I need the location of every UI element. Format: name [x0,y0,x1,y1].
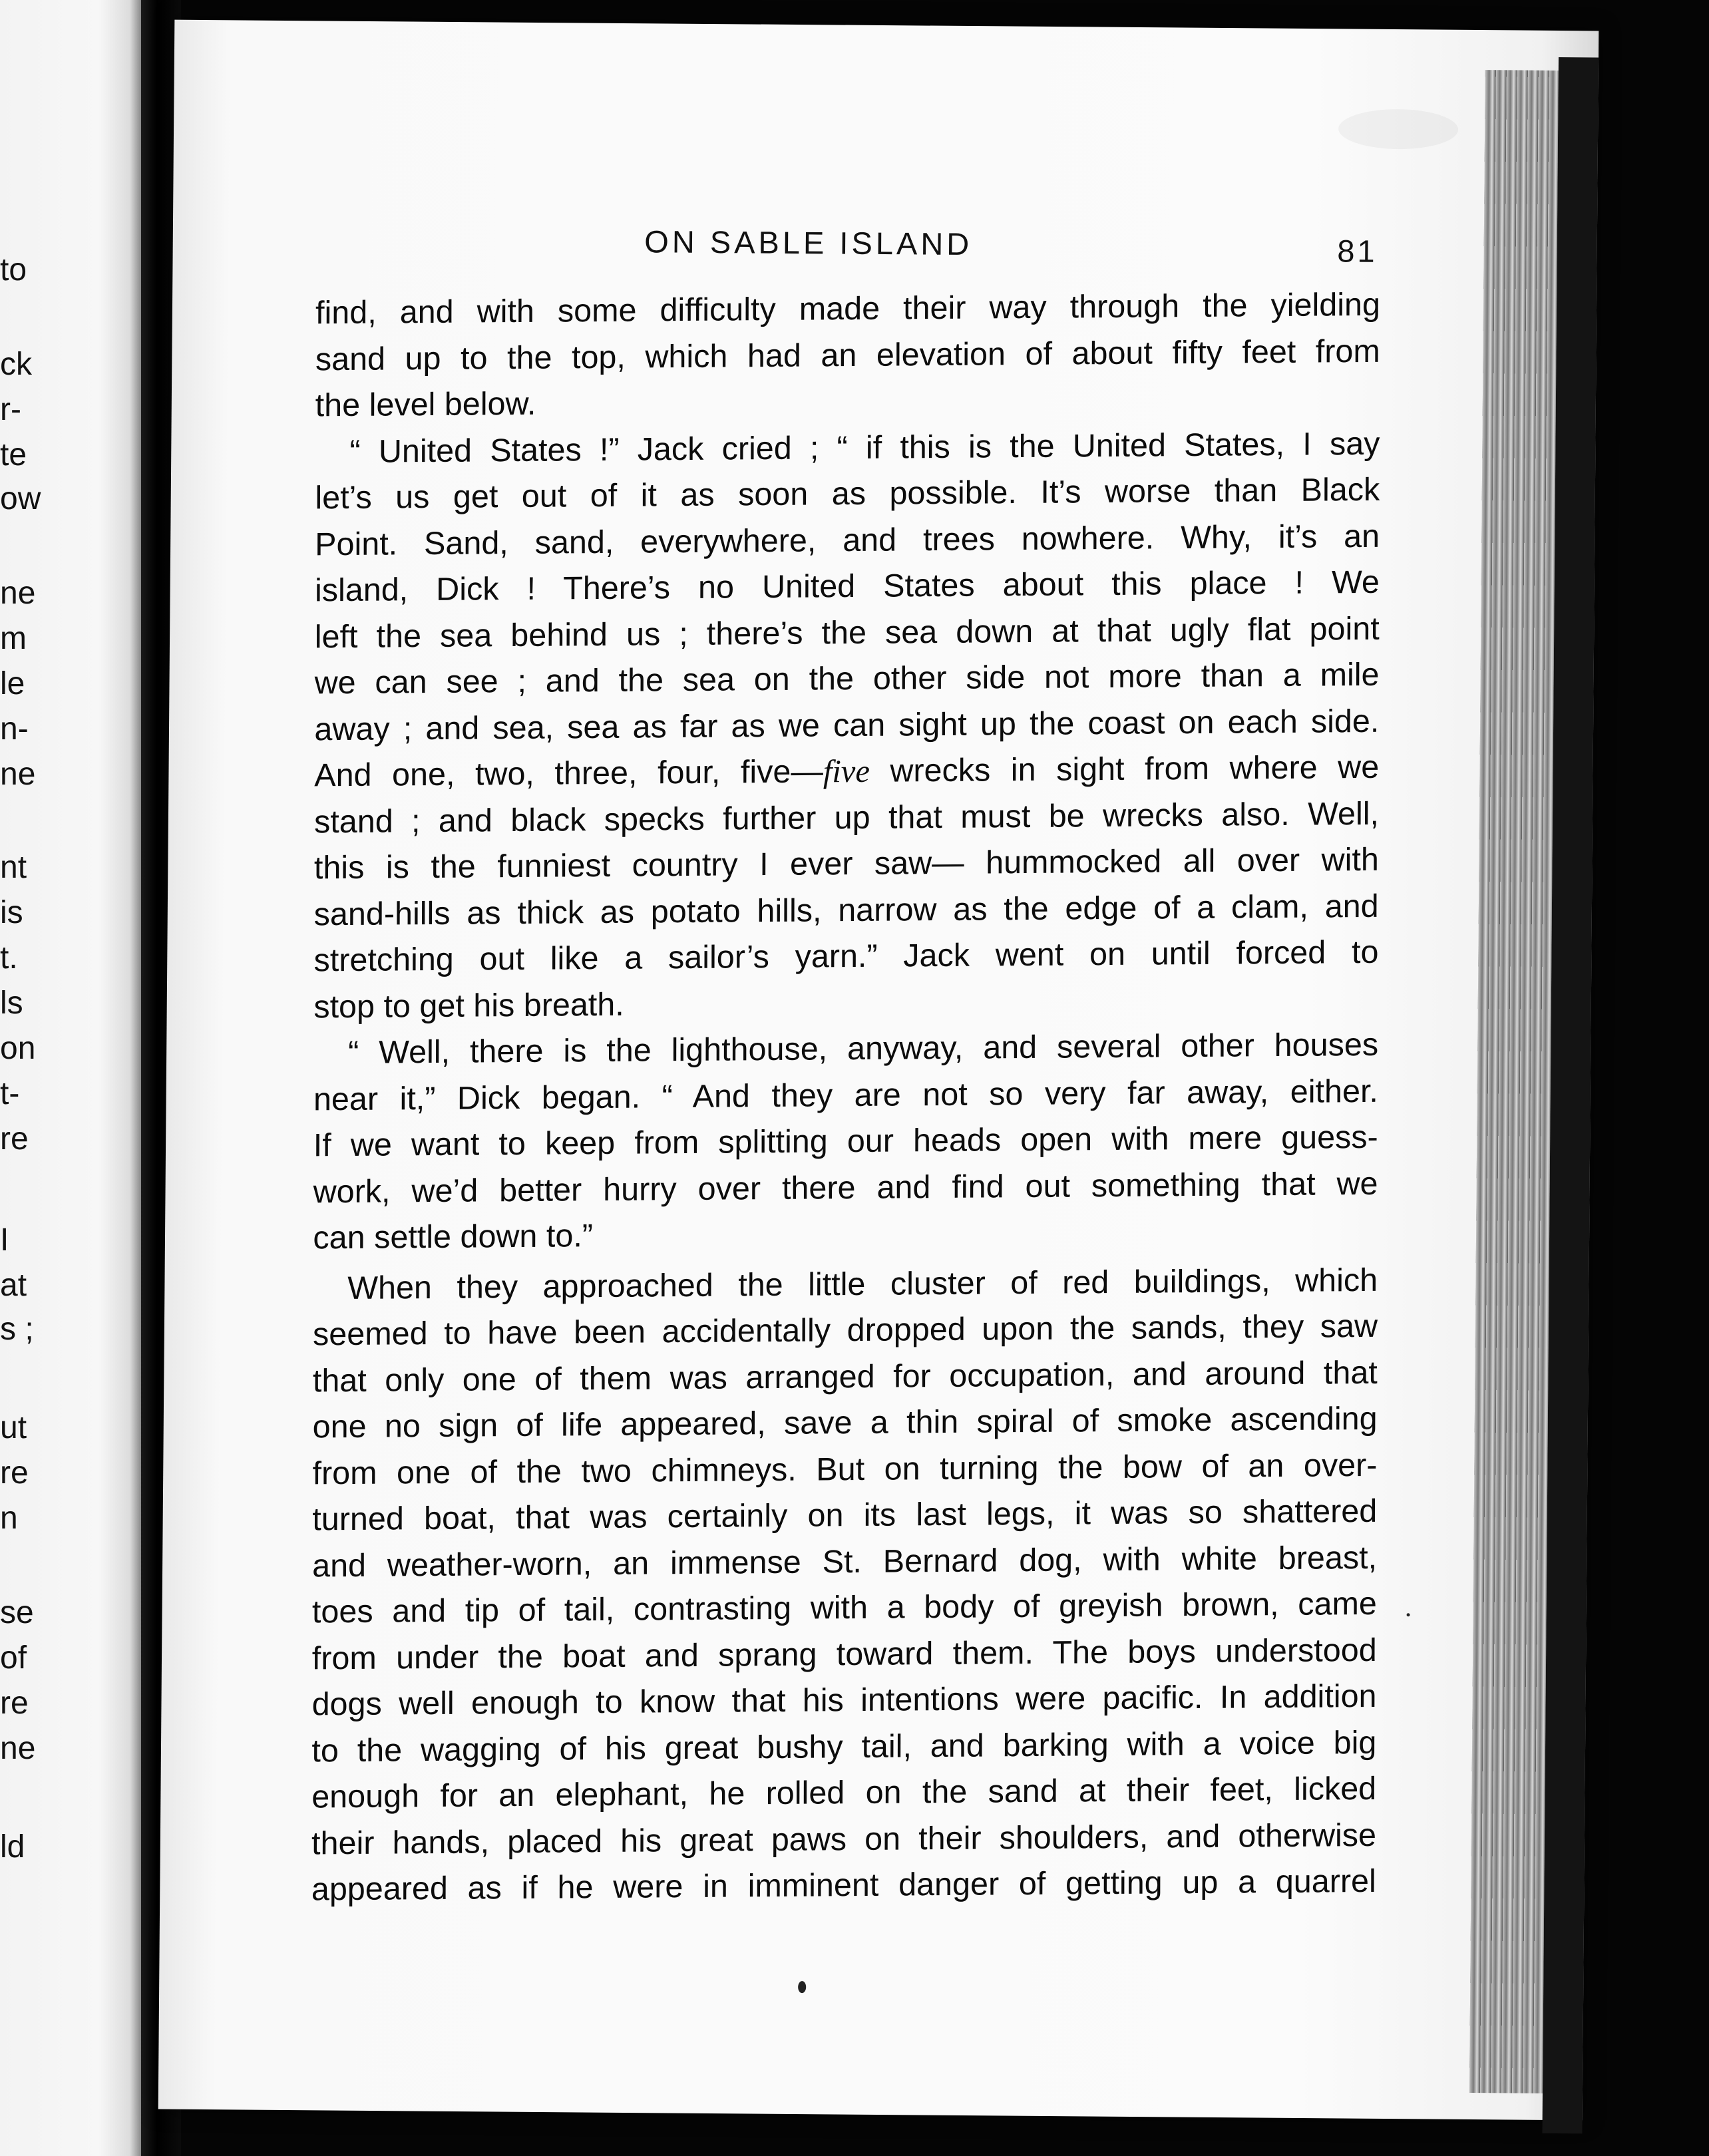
paper-speck [798,1981,806,1993]
text-line: enough for an elephant, he rolled on the sand at their feet, licked [311,1770,1377,1815]
left-page-fragment: ut [0,1410,27,1445]
left-page-fragment: ls [0,986,23,1021]
text-line: we can see ; and the sea on the other side not more than a mile [314,656,1380,701]
left-page-fragment: te [0,437,27,472]
text-line: away ; and sea, sea as far as we can sight up the coast on each side. [314,703,1380,747]
left-page-fragment: ne [0,757,36,792]
text-run: wrecks in sight from where we [869,749,1380,789]
left-page-fragment: on [0,1031,36,1066]
text-line: this is the funniest country I ever saw— hummocked all over with [313,841,1379,886]
left-page-fragment: of [0,1640,27,1676]
left-page-fragment: ne [0,1731,36,1766]
running-head: ON SABLE ISLAND [644,224,973,262]
left-page-fragment: ck [0,347,32,382]
book-page [158,20,1599,2121]
text-line: turned boat, that was certainly on its last legs, it was so shattered [312,1493,1378,1538]
text-line: one no sign of life appeared, save a thin spiral of smoke ascending [312,1400,1378,1445]
text-line: sand up to the top, which had an elevation of about fifty feet from [315,333,1380,377]
left-page-fragment: m [0,621,27,656]
left-page-fragment: nt [0,850,27,885]
text-line: work, we’d better hurry over there and find out something that we [313,1165,1378,1210]
left-page-fragment: t- [0,1076,20,1111]
left-page-fragment: r- [0,392,21,427]
body-text [311,282,1380,1913]
text-line: near it,” Dick began. “ And they are not so very far away, either. [313,1073,1379,1117]
left-page-fragment: is [0,895,23,930]
text-line: stretching out like a sailor’s yarn.” Jack went on until forced to [313,934,1379,979]
text-line: find, and with some difficulty made their way through the yielding [315,286,1381,331]
text-line: from under the boat and sprang toward them. The boys understood [311,1632,1377,1676]
paper-speck [1407,1613,1410,1616]
text-line: toes and tip of tail, contrasting with a body of greyish brown, came [311,1585,1377,1630]
text-line: stand ; and black specks further up that must be wrecks also. Well, [314,795,1380,840]
paper-smudge [1338,108,1458,149]
text-line: When they approached the little cluster of red buildings, which [347,1262,1378,1306]
left-page-fragment: re [0,1455,29,1491]
left-page-fragment: n [0,1501,18,1536]
text-line: Point. Sand, sand, everywhere, and trees nowhere. Why, it’s an [315,518,1380,562]
text-line: If we want to keep from splitting our heads open with mere guess- [313,1119,1378,1164]
text-line: “ Well, there is the lighthouse, anyway, and several other houses [348,1026,1379,1071]
left-page-fragment: t. [0,940,18,976]
text-line: seemed to have been accidentally dropped upon the sands, they saw [312,1308,1378,1353]
page-header [173,220,1597,271]
text-line: left the sea behind us ; there’s the sea down at that ugly flat point [314,610,1380,655]
left-page-fragment: at [0,1268,27,1303]
text-run: And one, two, three, four, five— [314,753,823,794]
text-line: “ United States !” Jack cried ; “ if this is the United States, I say [349,425,1380,470]
left-page-fragment: re [0,1686,29,1721]
left-page-fragment: to [0,252,27,287]
text-line: appeared as if he were in imminent danger of getting up a quarrel [311,1863,1376,1908]
text-line: sand-hills as thick as potato hills, narrow as the edge of a clam, and [313,888,1379,932]
left-page-fragment: se [0,1595,34,1630]
left-page-fragment: le [0,666,25,701]
text-line [314,745,1379,799]
text-line: let’s us get out of it as soon as possible. It’s worse than Black [315,471,1380,516]
text-line: their hands, placed his great paws on their shoulders, and otherwise [311,1817,1377,1861]
text-line: and weather-worn, an immense St. Bernard dog, with white breast, [312,1539,1378,1584]
page-number: 81 [1337,233,1378,269]
text-line: island, Dick ! There’s no United States about this place ! We [314,564,1380,609]
left-page-fragment: s ; [0,1312,34,1347]
left-page-fragment: ld [0,1829,25,1865]
left-page-fragment: n- [0,711,29,747]
text-line: the level below. [315,385,536,424]
text-line: can settle down to.” [313,1218,594,1256]
text-line: that only one of them was arranged for occupation, and around that [312,1354,1378,1399]
text-line: from one of the two chimneys. But on turning the bow of an over- [312,1447,1378,1491]
italic-word: five [823,753,870,790]
left-page-fragment: ow [0,481,41,516]
left-page-fragment: re [0,1121,29,1157]
left-page-fragment: I [0,1222,9,1258]
text-line: dogs well enough to know that his intentions were pacific. In addition [311,1678,1377,1723]
text-line: stop to get his breath. [313,986,624,1025]
text-line: to the wagging of his great bushy tail, and barking with a voice big [311,1724,1377,1769]
left-page-fragment: ne [0,576,36,611]
left-facing-page [0,0,141,2156]
